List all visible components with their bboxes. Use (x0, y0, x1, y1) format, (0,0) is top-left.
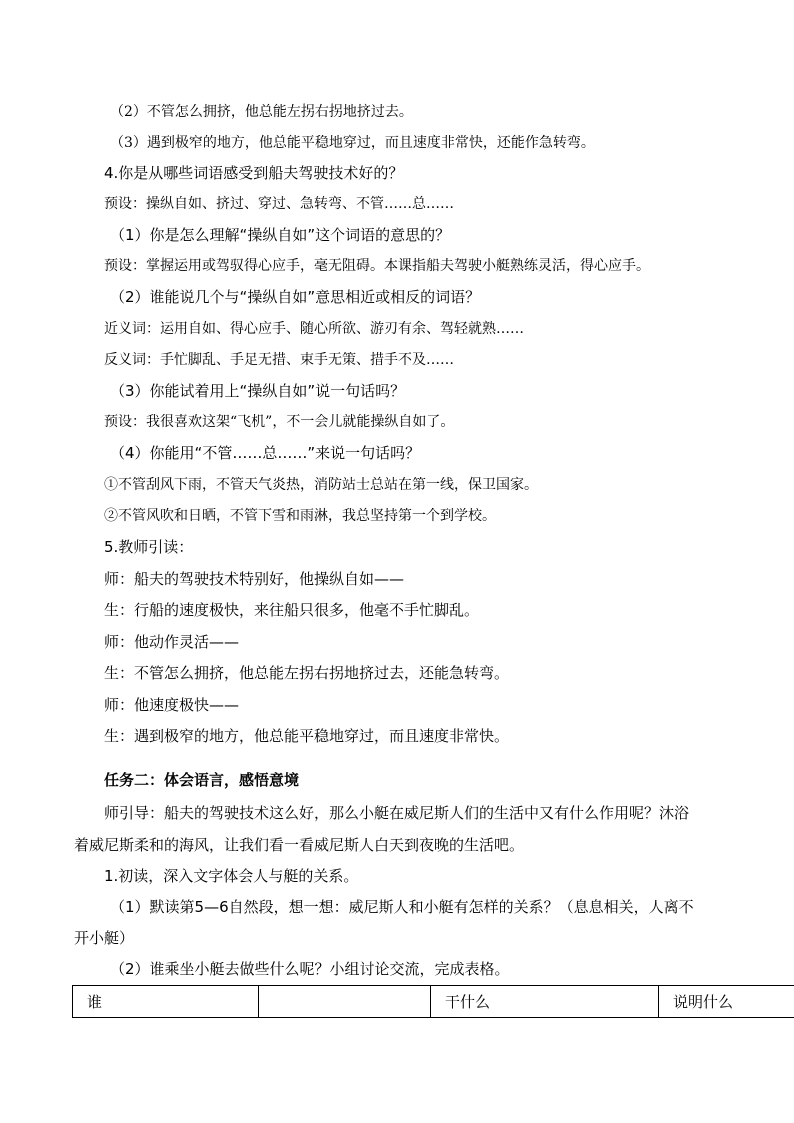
dialogue-line: 师：他动作灵活—— (104, 633, 240, 651)
section-heading: 任务二：体会语言，感悟意境 (104, 771, 300, 789)
paragraph-line: （2）谁乘坐小艇去做些什么呢？小组讨论交流，完成表格。 (110, 960, 510, 978)
text-line: （2）不管怎么拥挤，他总能左拐右拐地挤过去。 (110, 104, 413, 120)
dialogue-line: 师：船夫的驾驶技术特别好，他操纵自如—— (104, 570, 405, 588)
dialogue-line: 生：行船的速度极快，来往船只很多，他毫不手忙脚乱。 (104, 601, 480, 619)
paragraph-line: 着威尼斯柔和的海风，让我们看一看威尼斯人白天到夜晚的生活吧。 (74, 836, 525, 854)
text-line: 预设：掌握运用或驾驭得心应手，毫无阻碍。本课指船夫驾驶小艇熟练灵活，得心应手。 (104, 258, 650, 274)
activity-table (72, 985, 794, 1018)
dialogue-line: 师：他速度极快—— (104, 696, 240, 714)
paragraph-line: 师引导：船夫的驾驶技术这么好，那么小艇在威尼斯人们的生活中又有什么作用呢？沐浴 (104, 804, 690, 822)
text-line: 预设：操纵自如、挤过、穿过、急转弯、不管……总…… (104, 196, 454, 212)
sub-question: （2）谁能说几个与“操纵自如”意思相近或相反的词语？ (110, 288, 481, 306)
table-header-cell: 谁 (73, 986, 259, 1018)
question-heading: 4.你是从哪些词语感受到船夫驾驶技术好的？ (104, 164, 404, 182)
text-line: 近义词：运用自如、得心应手、随心所欲、游刃有余、驾轻就熟…… (104, 321, 524, 337)
text-line: ①不管刮风下雨，不管天气炎热，消防站士总站在第一线，保卫国家。 (104, 477, 538, 493)
table-header-cell: 说明什么 (659, 986, 794, 1018)
question-heading: 5.教师引读： (104, 538, 194, 556)
text-line: 反义词：手忙脚乱、手足无措、束手无策、措手不及…… (104, 352, 454, 368)
paragraph-line: 1.初读，深入文字体会人与艇的关系。 (104, 867, 359, 885)
dialogue-line: 生：遇到极窄的地方，他总能平稳地穿过，而且速度非常快。 (104, 727, 510, 745)
sub-question: （3）你能试着用上“操纵自如”说一句话吗？ (110, 382, 406, 400)
table-header-cell (259, 986, 431, 1018)
text-line: ②不管风吹和日晒，不管下雪和雨淋，我总坚持第一个到学校。 (104, 508, 496, 524)
sub-question: （1）你是怎么理解“操纵自如”这个词语的意思的？ (110, 226, 451, 244)
table-header-row (73, 986, 794, 1018)
paragraph-line: 开小艇） (74, 929, 135, 947)
paragraph-line: （1）默读第5—6自然段，想一想：威尼斯人和小艇有怎样的关系？（息息相关，人离不 (110, 898, 694, 916)
table-header-cell: 干什么 (431, 986, 659, 1018)
text-line: 预设：我很喜欢这架“飞机”，不一会儿就能操纵自如了。 (104, 414, 455, 430)
text-line: （3）遇到极窄的地方，他总能平稳地穿过，而且速度非常快，还能作急转弯。 (110, 135, 595, 151)
sub-question: （4）你能用“不管……总……”来说一句话吗？ (110, 444, 421, 462)
dialogue-line: 生：不管怎么拥挤，他总能左拐右拐地挤过去，还能急转弯。 (104, 664, 510, 682)
